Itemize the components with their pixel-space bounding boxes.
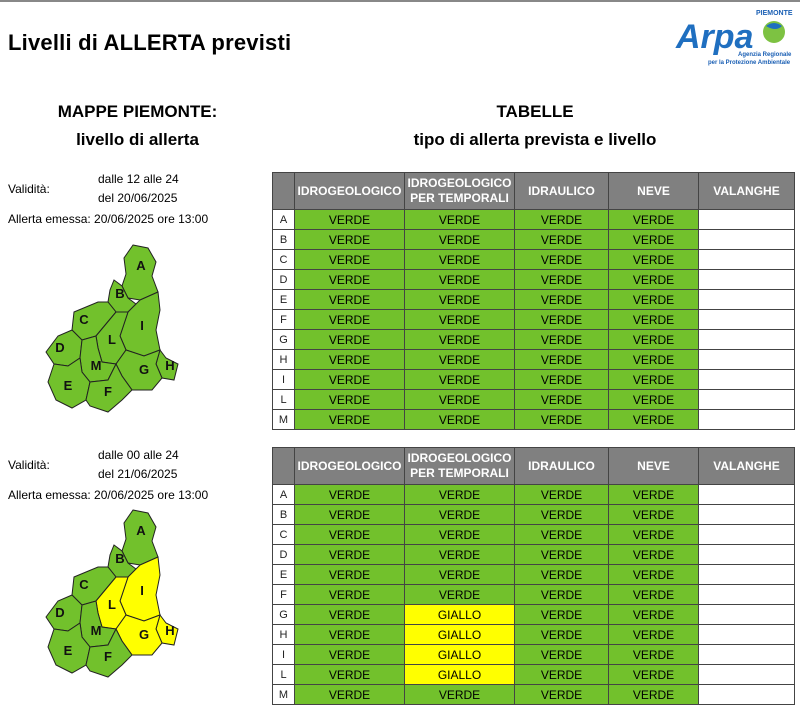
alert-level-cell — [699, 370, 795, 390]
table-row — [273, 290, 795, 310]
alert-level-cell: VERDE — [609, 230, 699, 250]
table-row — [273, 370, 795, 390]
zone-letter: B — [273, 505, 295, 525]
map-zone-label: C — [79, 577, 89, 592]
zone-letter: M — [273, 410, 295, 430]
logo-wordmark: Arpa — [676, 18, 754, 56]
alert-level-cell: VERDE — [609, 330, 699, 350]
alert-level-cell: VERDE — [515, 525, 609, 545]
map-zone-label: M — [90, 623, 102, 638]
logo-subtitle-1: Agenzia Regionale — [738, 52, 792, 58]
alert-level-cell: VERDE — [609, 605, 699, 625]
alert-table-1 — [272, 172, 795, 430]
alert-level-cell: VERDE — [609, 685, 699, 705]
alert-level-cell: VERDE — [515, 565, 609, 585]
alert-level-cell: VERDE — [609, 505, 699, 525]
map-zone-label: B — [115, 286, 125, 301]
alert-level-cell: VERDE — [609, 390, 699, 410]
alert-level-cell: VERDE — [295, 485, 405, 505]
zone-letter: A — [273, 485, 295, 505]
table-row — [273, 230, 795, 250]
alert-level-cell: VERDE — [405, 270, 515, 290]
logo-region: PIEMONTE — [756, 10, 793, 17]
alert-level-cell: VERDE — [515, 625, 609, 645]
map-zone-label: M — [90, 358, 102, 373]
table-row — [273, 250, 795, 270]
alert-level-cell — [699, 485, 795, 505]
zone-letter: I — [273, 645, 295, 665]
alert-level-cell: VERDE — [515, 485, 609, 505]
alert-level-cell: VERDE — [295, 605, 405, 625]
table-row — [273, 350, 795, 370]
alert-level-cell: VERDE — [295, 390, 405, 410]
column-header: VALANGHE — [699, 448, 795, 485]
issued-1: Allerta emessa: 20/06/2025 ore 13:00 — [8, 212, 209, 226]
alert-level-cell: VERDE — [405, 330, 515, 350]
alert-level-cell: VERDE — [515, 250, 609, 270]
column-header: NEVE — [609, 448, 699, 485]
alert-level-cell: VERDE — [405, 545, 515, 565]
alert-level-cell: VERDE — [609, 525, 699, 545]
alert-level-cell: VERDE — [609, 270, 699, 290]
table-row — [273, 270, 795, 290]
page-title: Livelli di ALLERTA previsti — [8, 30, 292, 55]
alert-level-cell: VERDE — [295, 210, 405, 230]
table-row — [273, 625, 795, 645]
table-row — [273, 605, 795, 625]
alert-level-cell: VERDE — [405, 230, 515, 250]
alert-level-cell: VERDE — [295, 250, 405, 270]
alert-level-cell: VERDE — [405, 310, 515, 330]
zone-letter: D — [273, 545, 295, 565]
map-zone-label: F — [104, 384, 112, 399]
alert-level-cell: VERDE — [609, 625, 699, 645]
issued-2: Allerta emessa: 20/06/2025 ore 13:00 — [8, 488, 209, 502]
map-zone-label: G — [138, 627, 150, 642]
alert-level-cell: VERDE — [405, 485, 515, 505]
table-row — [273, 665, 795, 685]
column-header: IDROGEOLOGICO — [295, 448, 405, 485]
alert-level-cell: VERDE — [405, 250, 515, 270]
table-row — [273, 330, 795, 350]
table-row — [273, 545, 795, 565]
zone-letter: L — [273, 390, 295, 410]
table-row — [273, 525, 795, 545]
alert-level-cell: GIALLO — [405, 645, 515, 665]
map-zone-label: H — [165, 623, 175, 638]
alert-level-cell — [699, 545, 795, 565]
zone-letter: H — [273, 625, 295, 645]
piemonte-map-2 — [28, 505, 198, 695]
alert-level-cell: GIALLO — [405, 605, 515, 625]
zone-letter: E — [273, 290, 295, 310]
alert-level-cell: VERDE — [295, 330, 405, 350]
table-row — [273, 565, 795, 585]
alert-level-cell — [699, 645, 795, 665]
alert-level-cell: VERDE — [405, 505, 515, 525]
alert-level-cell — [699, 270, 795, 290]
map-zone-label: B — [115, 551, 125, 566]
validity-line2-1: del 20/06/2025 — [98, 191, 178, 205]
zone-letter: H — [273, 350, 295, 370]
alert-level-cell: VERDE — [609, 290, 699, 310]
tables-heading-line2: tipo di allerta prevista e livello — [413, 130, 657, 149]
alert-level-cell: VERDE — [515, 230, 609, 250]
table-row — [273, 685, 795, 705]
alert-level-cell: VERDE — [295, 370, 405, 390]
alert-level-cell: VERDE — [405, 525, 515, 545]
table-row — [273, 585, 795, 605]
alert-level-cell: VERDE — [609, 665, 699, 685]
alert-table-2 — [272, 447, 795, 705]
maps-heading — [30, 98, 245, 154]
alert-level-cell: VERDE — [609, 545, 699, 565]
alert-level-cell — [699, 330, 795, 350]
alert-level-cell: VERDE — [515, 585, 609, 605]
alert-level-cell — [699, 665, 795, 685]
alert-level-cell — [699, 290, 795, 310]
table-row — [273, 485, 795, 505]
alert-level-cell: VERDE — [295, 665, 405, 685]
column-header: IDROGEOLOGICO PER TEMPORALI — [405, 448, 515, 485]
map-zone-label: I — [140, 583, 144, 598]
zone-letter: B — [273, 230, 295, 250]
map-zone-label: G — [138, 362, 150, 377]
alert-level-cell: VERDE — [405, 370, 515, 390]
map-zone-label: D — [55, 340, 65, 355]
alert-level-cell: VERDE — [609, 350, 699, 370]
alert-level-cell: VERDE — [515, 350, 609, 370]
alert-level-cell: VERDE — [609, 585, 699, 605]
alert-level-cell: VERDE — [515, 605, 609, 625]
alert-level-cell: VERDE — [295, 585, 405, 605]
maps-heading-line1: MAPPE PIEMONTE: — [57, 102, 218, 121]
alert-level-cell: VERDE — [515, 390, 609, 410]
map-zone-label: E — [63, 378, 73, 393]
map-zone-label: H — [165, 358, 175, 373]
alert-level-cell — [699, 350, 795, 370]
alert-level-cell: VERDE — [609, 250, 699, 270]
alert-level-cell: VERDE — [515, 645, 609, 665]
zone-letter: D — [273, 270, 295, 290]
alert-level-cell: VERDE — [295, 505, 405, 525]
alert-level-cell: VERDE — [295, 410, 405, 430]
alert-level-cell: VERDE — [515, 545, 609, 565]
alert-level-cell: VERDE — [405, 350, 515, 370]
alert-level-cell: VERDE — [609, 370, 699, 390]
alert-level-cell: VERDE — [609, 310, 699, 330]
column-header: IDRAULICO — [515, 173, 609, 210]
alert-level-cell — [699, 210, 795, 230]
alert-level-cell: VERDE — [515, 210, 609, 230]
alert-level-cell: VERDE — [515, 330, 609, 350]
validity-label-2: Validità: — [8, 458, 50, 472]
alert-level-cell — [699, 585, 795, 605]
alert-level-cell — [699, 410, 795, 430]
map-zone-label: E — [63, 643, 73, 658]
alert-level-cell: GIALLO — [405, 625, 515, 645]
alert-level-cell — [699, 310, 795, 330]
zone-letter: A — [273, 210, 295, 230]
zone-letter: E — [273, 565, 295, 585]
zone-letter: M — [273, 685, 295, 705]
alert-level-cell — [699, 685, 795, 705]
alert-level-cell: VERDE — [295, 685, 405, 705]
validity-line2-2: del 21/06/2025 — [98, 467, 178, 481]
alert-level-cell — [699, 565, 795, 585]
zone-letter: I — [273, 370, 295, 390]
alert-level-cell — [699, 230, 795, 250]
top-rule — [0, 0, 800, 2]
alert-level-cell: VERDE — [405, 685, 515, 705]
alert-level-cell: VERDE — [515, 685, 609, 705]
validity-line1-2: dalle 00 alle 24 — [98, 448, 179, 462]
alert-level-cell: VERDE — [295, 545, 405, 565]
alert-level-cell: VERDE — [609, 565, 699, 585]
table-row — [273, 390, 795, 410]
alert-level-cell: VERDE — [405, 410, 515, 430]
alert-level-cell: VERDE — [295, 350, 405, 370]
alert-level-cell: VERDE — [295, 290, 405, 310]
alert-level-cell: VERDE — [295, 525, 405, 545]
alert-level-cell: VERDE — [515, 505, 609, 525]
alert-level-cell: VERDE — [515, 290, 609, 310]
zone-letter: C — [273, 250, 295, 270]
column-header: IDROGEOLOGICO — [295, 173, 405, 210]
table-row — [273, 505, 795, 525]
column-header: VALANGHE — [699, 173, 795, 210]
table-row — [273, 310, 795, 330]
table-row — [273, 410, 795, 430]
alert-level-cell — [699, 390, 795, 410]
alert-level-cell: VERDE — [405, 290, 515, 310]
piemonte-map-1 — [28, 240, 198, 430]
map-zone-label: A — [136, 258, 146, 273]
alert-level-cell: VERDE — [515, 665, 609, 685]
alert-level-cell: VERDE — [515, 310, 609, 330]
table-row — [273, 210, 795, 230]
maps-heading-line2: livello di allerta — [76, 130, 199, 149]
alert-level-cell — [699, 525, 795, 545]
alert-level-cell: VERDE — [405, 390, 515, 410]
header-corner — [273, 173, 295, 210]
alert-level-cell: VERDE — [295, 230, 405, 250]
alert-level-cell: VERDE — [295, 565, 405, 585]
zone-letter: L — [273, 665, 295, 685]
zone-letter: G — [273, 605, 295, 625]
alert-level-cell: VERDE — [609, 410, 699, 430]
zone-letter: F — [273, 310, 295, 330]
alert-level-cell: VERDE — [405, 210, 515, 230]
alert-level-cell — [699, 625, 795, 645]
table-row — [273, 645, 795, 665]
map-zone-label: D — [55, 605, 65, 620]
alert-level-cell: VERDE — [515, 270, 609, 290]
map-zone-label: C — [79, 312, 89, 327]
alert-level-cell — [699, 250, 795, 270]
map-zone-label: F — [104, 649, 112, 664]
validity-line1-1: dalle 12 alle 24 — [98, 172, 179, 186]
alert-level-cell: VERDE — [609, 485, 699, 505]
map-zone-label: L — [108, 597, 116, 612]
alert-level-cell: VERDE — [405, 585, 515, 605]
alert-level-cell: VERDE — [609, 645, 699, 665]
alert-level-cell: VERDE — [515, 410, 609, 430]
column-header: IDROGEOLOGICO PER TEMPORALI — [405, 173, 515, 210]
arpa-logo — [674, 6, 798, 66]
zone-letter: F — [273, 585, 295, 605]
alert-level-cell: VERDE — [405, 565, 515, 585]
tables-heading-line1: TABELLE — [496, 102, 574, 121]
alert-level-cell: VERDE — [609, 210, 699, 230]
column-header: NEVE — [609, 173, 699, 210]
zone-letter: G — [273, 330, 295, 350]
alert-level-cell: VERDE — [295, 310, 405, 330]
validity-label-1: Validità: — [8, 182, 50, 196]
alert-level-cell — [699, 505, 795, 525]
alert-level-cell: VERDE — [515, 370, 609, 390]
alert-level-cell: GIALLO — [405, 665, 515, 685]
alert-level-cell — [699, 605, 795, 625]
column-header: IDRAULICO — [515, 448, 609, 485]
zone-letter: C — [273, 525, 295, 545]
map-zone-label: A — [136, 523, 146, 538]
logo-subtitle-2: per la Protezione Ambientale — [708, 60, 791, 66]
tables-heading — [370, 98, 700, 154]
alert-level-cell: VERDE — [295, 645, 405, 665]
alert-level-cell: VERDE — [295, 270, 405, 290]
alert-level-cell: VERDE — [295, 625, 405, 645]
map-zone-label: L — [108, 332, 116, 347]
header-corner — [273, 448, 295, 485]
map-zone-label: I — [140, 318, 144, 333]
